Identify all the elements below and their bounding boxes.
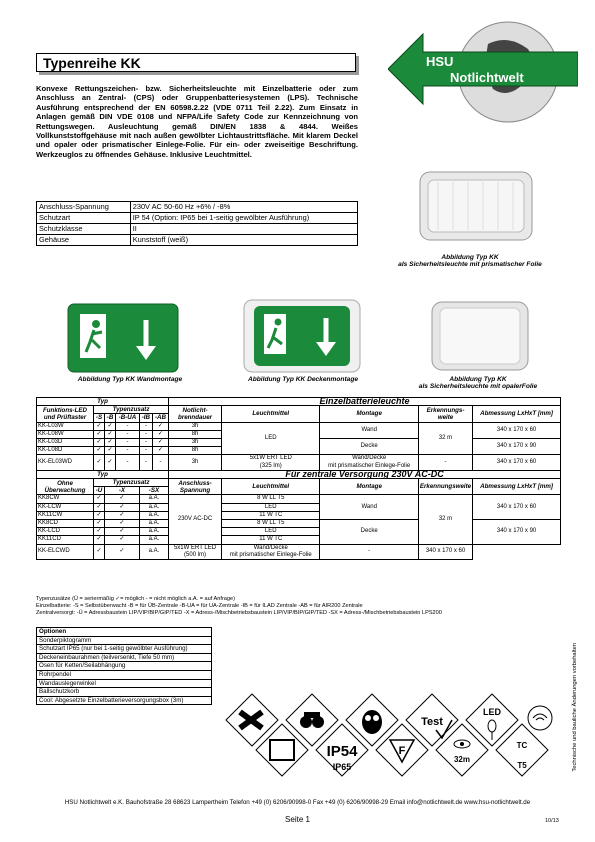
page-code: 10/13 xyxy=(545,818,559,824)
type-cell: KK-EL03WD xyxy=(37,455,94,470)
mark-cell: a.A. xyxy=(139,528,168,536)
type-cell: KK-LCW xyxy=(37,503,94,511)
mark-cell: ✓ xyxy=(94,520,105,528)
product-photo-opal xyxy=(430,300,530,372)
montage-cell: Decke xyxy=(320,439,418,455)
montage-cell: Decke xyxy=(320,520,418,545)
erk-cell: 32 m xyxy=(418,495,472,544)
th-erk: Erkennungsweite xyxy=(418,479,472,495)
th-montage: Montage xyxy=(320,406,418,422)
option-item: Rohrpendel xyxy=(37,670,212,679)
mark-cell: ✓ xyxy=(105,520,140,528)
duration-cell: 3h xyxy=(169,455,222,470)
spec-value: II xyxy=(130,224,357,235)
th-leucht: Leuchtmittel xyxy=(222,406,320,422)
th-sub: -S xyxy=(94,414,105,422)
table-row xyxy=(37,544,561,559)
mark-cell: ✓ xyxy=(105,511,140,519)
spec-row xyxy=(37,213,358,224)
type-cell: KK-L03W xyxy=(37,422,94,430)
mark-cell: ✓ xyxy=(94,447,105,455)
ip65-label: IP65 xyxy=(332,762,352,772)
montage-cell: Wand/Decke mit prismatischer Einlege-Folie xyxy=(222,544,320,559)
mark-cell: ✓ xyxy=(105,495,140,503)
type-cell: KK-ELCWD xyxy=(37,544,94,559)
ip54-label: IP54 xyxy=(326,743,358,760)
mark-cell: ✓ xyxy=(105,455,116,470)
mark-cell: a.A. xyxy=(139,520,168,528)
option-item: Deckeneinbaurahmen (teilversenkt, Tiefe 50 mm) xyxy=(37,653,212,662)
feature-icons xyxy=(222,690,564,792)
option-item: Ösen für Ketten/Seilabhängung xyxy=(37,662,212,671)
mark-cell: ✓ xyxy=(105,544,140,559)
th-typ: Typ xyxy=(37,470,169,478)
th-abm: Abmessung LxHxT [mm] xyxy=(473,406,561,422)
product-table xyxy=(36,397,561,560)
th-typ: Typ xyxy=(37,398,169,406)
mark-cell: - xyxy=(139,447,152,455)
mark-cell: ✓ xyxy=(94,536,105,544)
logo-text-hsu: HSU xyxy=(426,54,454,69)
th-sub: -X xyxy=(105,487,140,495)
owl-icon xyxy=(362,710,382,734)
erk-cell: - xyxy=(418,455,472,470)
duration-cell: 8h xyxy=(169,447,222,455)
leucht-cell: LED xyxy=(222,422,320,455)
option-item: Ballschutzkorb xyxy=(37,688,212,697)
dim-cell: 340 x 170 x 60 xyxy=(473,455,561,470)
product-photo-ceiling xyxy=(242,298,362,374)
mark-cell: - xyxy=(139,430,152,438)
mark-cell: ✓ xyxy=(105,503,140,511)
th-sub: -IB xyxy=(139,414,152,422)
option-item: Sonderpiktogramm xyxy=(37,636,212,645)
leucht-cell: 11 W TC xyxy=(222,536,320,544)
mark-cell: - xyxy=(116,447,140,455)
leucht-cell: 11 W TC xyxy=(222,511,320,519)
mark-cell: - xyxy=(116,439,140,447)
dim-cell: 340 x 170 x 60 xyxy=(473,422,561,438)
mark-cell: ✓ xyxy=(94,422,105,430)
note-einzelbatterie: Einzelbatterie: -S = Selbstüberwacht -B = für ÜB-Zentrale -B-UA = für UA-Zentrale -IB = für ILAD Zentrale -AB = für AIR200 Zentrale xyxy=(36,603,363,609)
th-sub: -B-UA xyxy=(116,414,140,422)
type-cell: KK-L08W xyxy=(37,430,94,438)
leucht-cell: LED xyxy=(222,528,320,536)
montage-cell: Wand xyxy=(320,495,418,520)
mark-cell: ✓ xyxy=(94,544,105,559)
mark-cell: - xyxy=(139,455,152,470)
duration-cell: 3h xyxy=(169,422,222,430)
type-cell: KK11CW xyxy=(37,511,94,519)
caption-prismatic-2: als Sicherheitsleuchte mit prismatischer Folie xyxy=(398,261,542,268)
mark-cell: - xyxy=(139,439,152,447)
erk-cell: 32 m xyxy=(418,422,472,455)
caption-opal-pre: als xyxy=(418,383,428,390)
leucht-cell: LED xyxy=(222,503,320,511)
options-table xyxy=(36,627,212,705)
t5-label: T5 xyxy=(517,761,527,770)
th-func: Funktions-LED und Prüftaster xyxy=(37,406,94,422)
erk-cell: - xyxy=(320,544,418,559)
type-cell: KK8CD xyxy=(37,520,94,528)
th-sub: -SX xyxy=(139,487,168,495)
page-title: Typenreihe KK xyxy=(36,53,356,72)
mark-cell: ✓ xyxy=(152,430,168,438)
dim-cell: 340 x 170 x 60 xyxy=(418,544,472,559)
th-erk: Erkennungs-weite xyxy=(418,406,472,422)
duration-cell: 3h xyxy=(169,439,222,447)
section-einzel: Einzelbatterieleuchte xyxy=(169,398,561,406)
th-sub: -AB xyxy=(152,414,168,422)
leucht-cell: 8 W LL T5 xyxy=(222,495,320,503)
leucht-cell: 8 W LL T5 xyxy=(222,520,320,528)
mark-cell: ✓ xyxy=(94,503,105,511)
type-cell: KK11CD xyxy=(37,536,94,544)
mark-cell: - xyxy=(139,422,152,430)
caption-ceiling: Abbildung Typ KK Deckenmontage xyxy=(247,376,359,383)
spec-key: Schutzart xyxy=(37,213,131,224)
spec-key: Gehäuse xyxy=(37,235,131,246)
type-cell: KK8CW xyxy=(37,495,94,503)
mark-cell: a.A. xyxy=(139,536,168,544)
mark-cell: a.A. xyxy=(139,503,168,511)
mark-cell: ✓ xyxy=(152,422,168,430)
th-zusatz: Typenzusatz xyxy=(94,479,169,487)
mark-cell: ✓ xyxy=(105,447,116,455)
dim-cell: 340 x 170 x 90 xyxy=(473,439,561,455)
led-icon-label: LED xyxy=(483,707,501,717)
mark-cell: ✓ xyxy=(152,447,168,455)
wireless-icon xyxy=(528,706,552,730)
f-mark-label: F xyxy=(398,745,406,757)
mark-cell: - xyxy=(116,430,140,438)
disclaimer-vertical: Technische und bauliche Änderungen vorbehalten xyxy=(572,643,578,772)
company-logo xyxy=(388,14,578,134)
caption-opal-1: Abbildung Typ KK xyxy=(449,376,507,383)
spec-row xyxy=(37,235,358,246)
th-sub: -Ü xyxy=(94,487,105,495)
product-photo-prismatic xyxy=(418,168,536,246)
page-number: Seite 1 xyxy=(285,815,310,824)
table-row xyxy=(37,520,561,528)
caption-wall: Abbildung Typ KK Wandmontage xyxy=(77,376,183,383)
note-zentral: Zentralversorgt: -Ü = Adressbaustein LIP/VIP/BIP/GIP/TED -X = Adress-/Mischbetriebsbaustein LIP/VIP/BIP/GIP/TED -SX = Adress-/Mischbetriebsbaustein LPS200 xyxy=(36,610,442,616)
montage-cell: Wand/Decke mit prismatischer Einlege-Folie xyxy=(320,455,418,470)
dim-cell: 340 x 170 x 90 xyxy=(473,520,561,545)
leucht-cell: 5x1W ERT LED (325 lm) xyxy=(222,455,320,470)
options-header: Optionen xyxy=(37,628,212,637)
mark-cell: - xyxy=(152,455,168,470)
intro-text: Konvexe Rettungszeichen- bzw. Sicherheitsleuchte mit Einzelbatterie oder zum Anschluss an Zentral- (CPS) oder Gruppenbatteriesystemen (LPS). Technische Ausführung entsprechend der EN 60598.2.22 (VDE 0711 Teil 2.22). Zum Einsatz in Anlagen gemäß DIN VDE 0108 und NFPA/Life Safety Code zur Kennzeichnung von Rettungswegen. Ausleuchtung gemäß DIN/EN 1838 & 4844. Weißes Vollkunststoffgehäuse mit nach außen gewölbter Lichtaustrittsfläche. Mit klarem Deckel und opaler oder prismatischer Einlege-Folie. Für ein- oder zweiseitige Beschriftung. Werkzeuglos zu öffnendes Gehäuse. Inklusive Leuchtmittel. xyxy=(36,84,358,159)
spec-value: Kunststoff (weiß) xyxy=(130,235,357,246)
option-item: Cool: Abgesetzte Einzelbatterieversorgungsbox (3m) xyxy=(37,696,212,705)
th-abm: Abmessung LxHxT [mm] xyxy=(473,479,561,495)
test-icon-label: Test xyxy=(421,716,443,728)
mark-cell: - xyxy=(116,422,140,430)
caption-prismatic-1: Abbildung Typ KK xyxy=(441,254,499,261)
th-sub: -B xyxy=(105,414,116,422)
montage-cell: Wand xyxy=(320,422,418,438)
tc-label: TC xyxy=(516,741,528,750)
mark-cell: ✓ xyxy=(105,439,116,447)
footer-address: HSU Notlichtwelt e.K. Bauhofstraße 28 68623 Lampertheim Telefon +49 (0) 6206/90998-0 Fax +49 (0) 6206/90998-29 Email info@notlichtwelt.de www.hsu-notlichtwelt.de xyxy=(64,799,531,806)
mark-cell: a.A. xyxy=(139,544,168,559)
th-ohne: Ohne Überwachung xyxy=(37,479,94,495)
th-zusatz: Typenzusatz xyxy=(94,406,169,414)
spec-table xyxy=(36,201,358,246)
caption-opal-2: Sicherheitsleuchte mit opaler xyxy=(429,383,522,390)
note-typenzusatz: Typenzusätze (Ü = seriermäßig ✓= möglich - = nicht möglich a.A. = auf Anfrage) xyxy=(36,596,236,602)
mark-cell: ✓ xyxy=(94,495,105,503)
table-row xyxy=(37,495,561,503)
legend-notes xyxy=(36,596,566,617)
th-leucht: Leuchtmittel xyxy=(222,479,320,495)
mark-cell: - xyxy=(116,455,140,470)
mark-cell: ✓ xyxy=(105,422,116,430)
mark-cell: ✓ xyxy=(94,430,105,438)
leucht-cell: 5x1W ERT LED (500 lm) xyxy=(169,544,222,559)
spec-value: IP 54 (Option: IP65 bei 1-seitig gewölbter Ausführung) xyxy=(130,213,357,224)
mark-cell: ✓ xyxy=(105,536,140,544)
caption-opal-post: Folie xyxy=(521,383,538,390)
mark-cell: ✓ xyxy=(94,455,105,470)
th-montage: Montage xyxy=(320,479,418,495)
spec-key: Schutzklasse xyxy=(37,224,131,235)
th-spann: Anschluss-Spannung xyxy=(169,479,222,495)
section-zentral: Für zentrale Versorgung 230V AC-DC xyxy=(169,470,561,478)
distance-label: 32m xyxy=(453,755,471,764)
mark-cell: ✓ xyxy=(152,439,168,447)
type-cell: KK-LCD xyxy=(37,528,94,536)
type-cell: KK-L08D xyxy=(37,447,94,455)
spec-row xyxy=(37,224,358,235)
spannung-cell: 230V AC-DC xyxy=(169,495,222,544)
option-item: Wandauslegerwinkel xyxy=(37,679,212,688)
mark-cell: ✓ xyxy=(105,430,116,438)
table-row xyxy=(37,422,561,430)
option-item: Schutzart IP65 (nur bei 1-seitig gewölbter Ausführung) xyxy=(37,645,212,654)
spec-row xyxy=(37,202,358,213)
product-photo-wall xyxy=(66,302,180,374)
mark-cell: ✓ xyxy=(105,528,140,536)
type-cell: KK-L03D xyxy=(37,439,94,447)
spec-key: Anschluss-Spannung xyxy=(37,202,131,213)
mark-cell: a.A. xyxy=(139,511,168,519)
mark-cell: ✓ xyxy=(94,528,105,536)
th-dauer: Notlicht-brenndauer xyxy=(169,406,222,422)
logo-text-brand: Notlichtwelt xyxy=(450,70,524,85)
duration-cell: 8h xyxy=(169,430,222,438)
mark-cell: a.A. xyxy=(139,495,168,503)
spec-value: 230V AC 50-60 Hz +6% / -8% xyxy=(130,202,357,213)
mark-cell: ✓ xyxy=(94,439,105,447)
mark-cell: ✓ xyxy=(94,511,105,519)
dim-cell: 340 x 170 x 60 xyxy=(473,495,561,520)
